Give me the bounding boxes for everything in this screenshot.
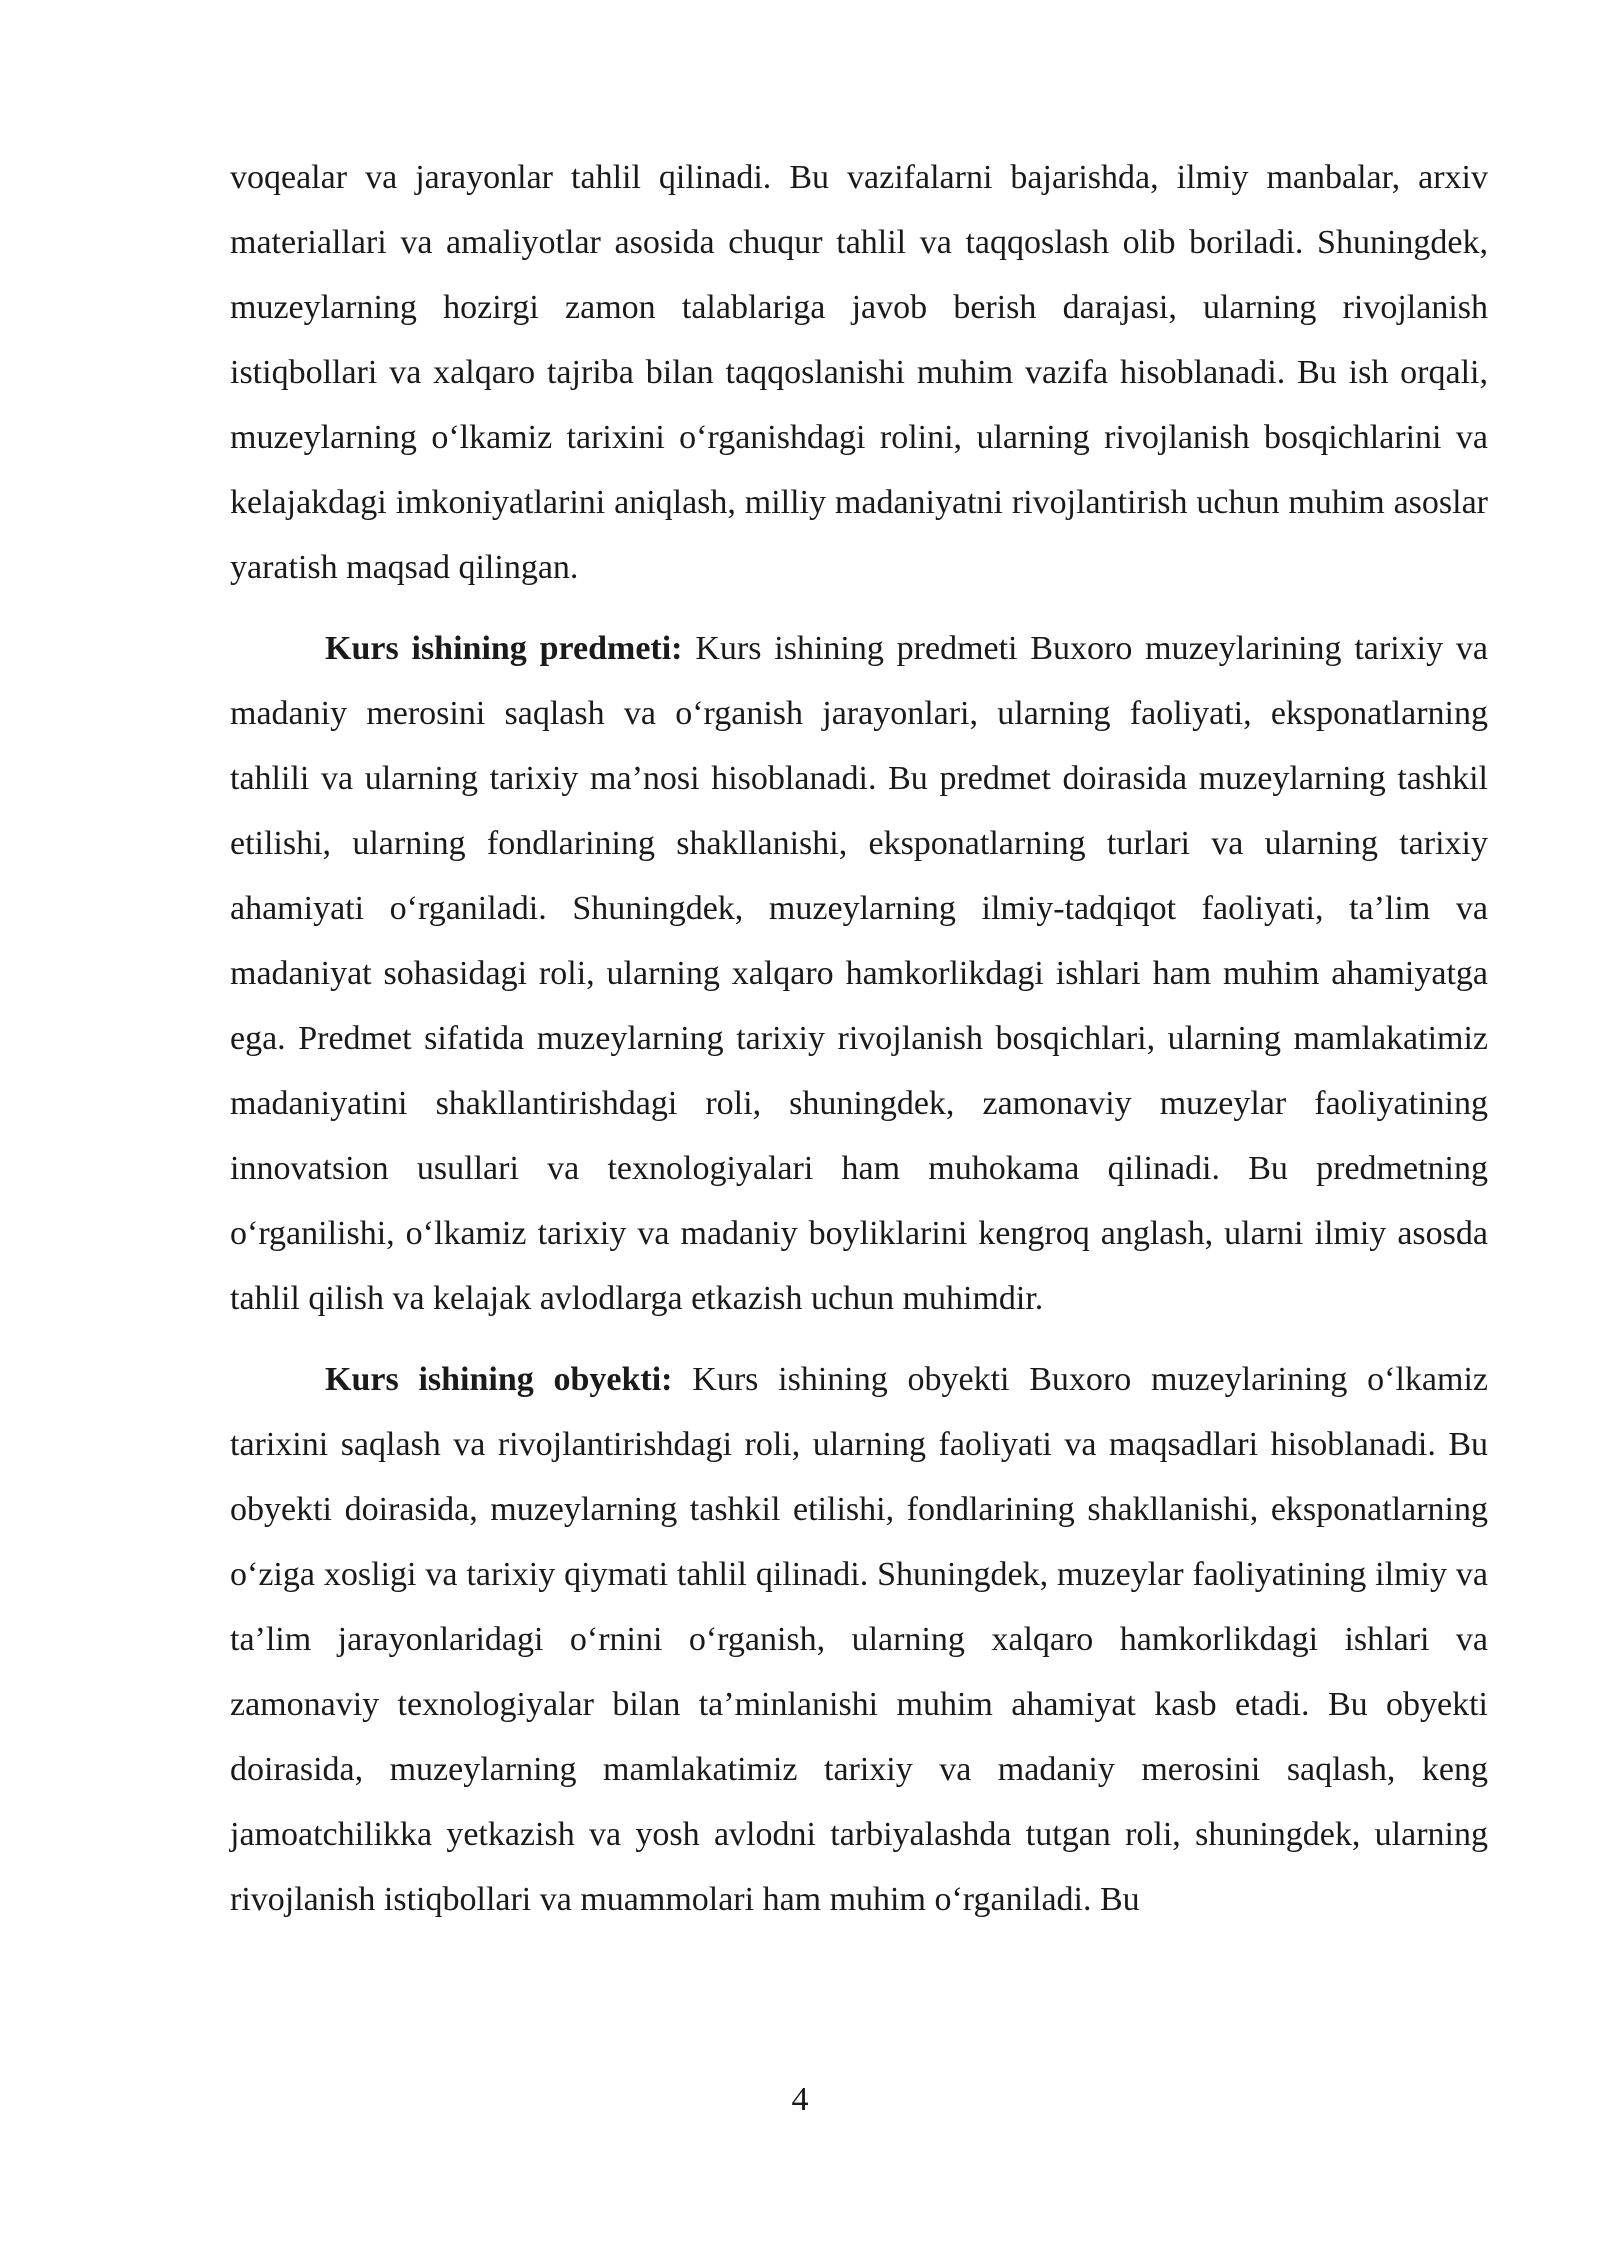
page-number: 4: [791, 2081, 809, 2118]
paragraph-continuation: [230, 145, 1488, 600]
paragraph-text: Kurs ishining obyekti Buxoro muzeylarining o‘lkamiz tarixini saqlash va rivojlantirishdagi roli, ularning faoliyati va maqsadlari hisoblanadi. Bu obyekti doirasida, muzeylarning tashkil etilishi, fondlarining shakllanishi, eksponatlarning o‘ziga xosligi va tarixiy qiymati tahlil qilinadi. Shuningdek, muzeylar faoliyatining ilmiy va ta’lim jarayonlaridagi o‘rnini o‘rganish, ularning xalqaro hamkorlikdagi ishlari va zamonaviy texnologiyalar bilan ta’minlanishi muhim ahamiyat kasb etadi. Bu obyekti doirasida, muzeylarning mamlakatimiz tarixiy va madaniy merosini saqlash, keng jamoatchilikka yetkazish va yosh avlodni tarbiyalashda tutgan roli, shuningdek, ularning rivojlanish istiqbollari va muammolari ham muhim o‘rganiladi. Bu: [230, 1361, 1488, 1918]
body-text: [230, 145, 1488, 1948]
paragraph-text: voqealar va jarayonlar tahlil qilinadi. Bu vazifalarni bajarishda, ilmiy manbalar, arxiv materiallari va amaliyotlar asosida chuqur tahlil va taqqoslash olib boriladi. Shuningdek, muzeylarning hozirgi zamon talablariga javob berish darajasi, ularning rivojlanish istiqbollari va xalqaro tajriba bilan taqqoslanishi muhim vazifa hisoblanadi. Bu ish orqali, muzeylarning o‘lkamiz tarixini o‘rganishdagi rolini, ularning rivojlanish bosqichlarini va kelajakdagi imkoniyatlarini aniqlash, milliy madaniyatni rivojlantirish uchun muhim asoslar yaratish maqsad qilingan.: [230, 159, 1488, 586]
paragraph-object: [230, 1347, 1488, 1932]
paragraph-heading: Kurs ishining obyekti:: [325, 1361, 673, 1398]
paragraph-subject: [230, 616, 1488, 1331]
paragraph-text: Kurs ishining predmeti Buxoro muzeylarining tarixiy va madaniy merosini saqlash va o‘rganish jarayonlari, ularning faoliyati, eksponatlarning tahlili va ularning tarixiy ma’nosi hisoblanadi. Bu predmet doirasida muzeylarning tashkil etilishi, ularning fondlarining shakllanishi, eksponatlarning turlari va ularning tarixiy ahamiyati o‘rganiladi. Shuningdek, muzeylarning ilmiy-tadqiqot faoliyati, ta’lim va madaniyat sohasidagi roli, ularning xalqaro hamkorlikdagi ishlari ham muhim ahamiyatga ega. Predmet sifatida muzeylarning tarixiy rivojlanish bosqichlari, ularning mamlakatimiz madaniyatini shakllantirishdagi roli, shuningdek, zamonaviy muzeylar faoliyatining innovatsion usullari va texnologiyalari ham muhokama qilinadi. Bu predmetning o‘rganilishi, o‘lkamiz tarixiy va madaniy boyliklarini kengroq anglash, ularni ilmiy asosda tahlil qilish va kelajak avlodlarga etkazish uchun muhimdir.: [230, 630, 1488, 1317]
paragraph-heading: Kurs ishining predmeti:: [325, 630, 683, 667]
